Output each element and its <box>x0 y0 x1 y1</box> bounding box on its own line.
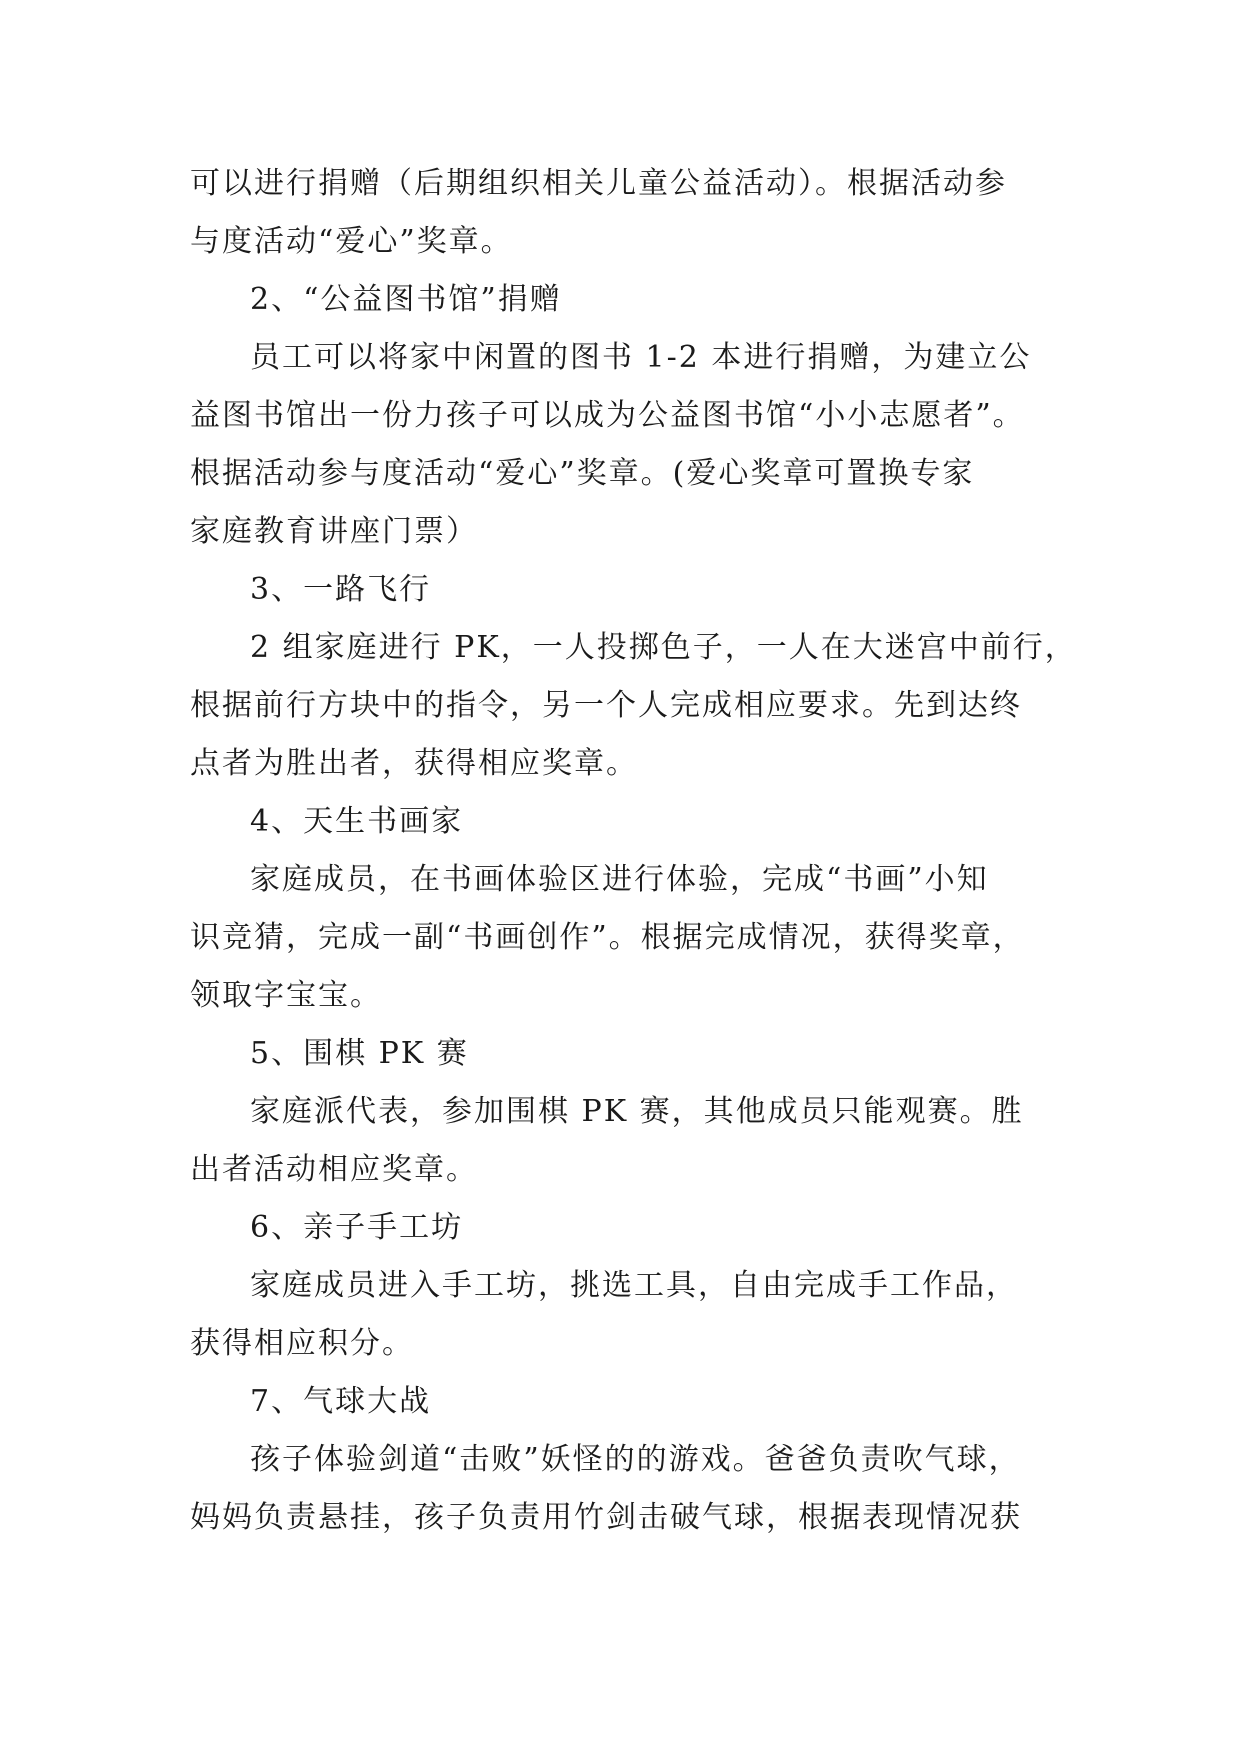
text-line: 根据活动参与度活动“爱心”奖章。(爱心奖章可置换专家 <box>190 456 975 491</box>
text-line: 领取字宝宝。 <box>190 978 382 1013</box>
section-heading: 7、气球大战 <box>250 1384 432 1419</box>
text-line: 与度活动“爱心”奖章。 <box>190 224 513 259</box>
text-line: 员工可以将家中闲置的图书 1-2 本进行捐赠，为建立公 <box>250 340 1032 375</box>
text-line: 2 组家庭进行 PK，一人投掷色子，一人在大迷宫中前行， <box>250 630 1077 665</box>
text-line: 可以进行捐赠（后期组织相关儿童公益活动）。根据活动参 <box>190 166 1007 201</box>
text-line: 家庭成员进入手工坊，挑选工具，自由完成手工作品， <box>250 1268 1018 1303</box>
document-page <box>190 155 1077 1547</box>
text-line: 家庭教育讲座门票） <box>190 514 478 549</box>
text-line: 点者为胜出者，获得相应奖章。 <box>190 746 638 781</box>
text-line: 孩子体验剑道“击败”妖怪的的游戏。爸爸负责吹气球， <box>250 1442 1021 1477</box>
text-line: 家庭成员，在书画体验区进行体验，完成“书画”小知 <box>250 862 989 897</box>
text-line: 家庭派代表，参加围棋 PK 赛，其他成员只能观赛。胜 <box>250 1094 1024 1129</box>
text-line: 根据前行方块中的指令，另一个人完成相应要求。先到达终 <box>190 688 1022 723</box>
text-line: 妈妈负责悬挂，孩子负责用竹剑击破气球，根据表现情况获 <box>190 1500 1022 1535</box>
section-heading: 5、围棋 PK 赛 <box>250 1036 469 1071</box>
section-heading: 4、天生书画家 <box>250 804 464 839</box>
text-line: 获得相应积分。 <box>190 1326 414 1361</box>
text-line: 益图书馆出一份力孩子可以成为公益图书馆“小小志愿者”。 <box>190 398 1025 433</box>
text-line: 出者活动相应奖章。 <box>190 1152 478 1187</box>
text-line: 识竞猜，完成一副“书画创作”。根据完成情况，获得奖章， <box>190 920 1025 955</box>
section-heading: 2、“公益图书馆”捐赠 <box>250 282 562 317</box>
section-heading: 6、亲子手工坊 <box>250 1210 464 1245</box>
section-heading: 3、一路飞行 <box>250 572 432 607</box>
